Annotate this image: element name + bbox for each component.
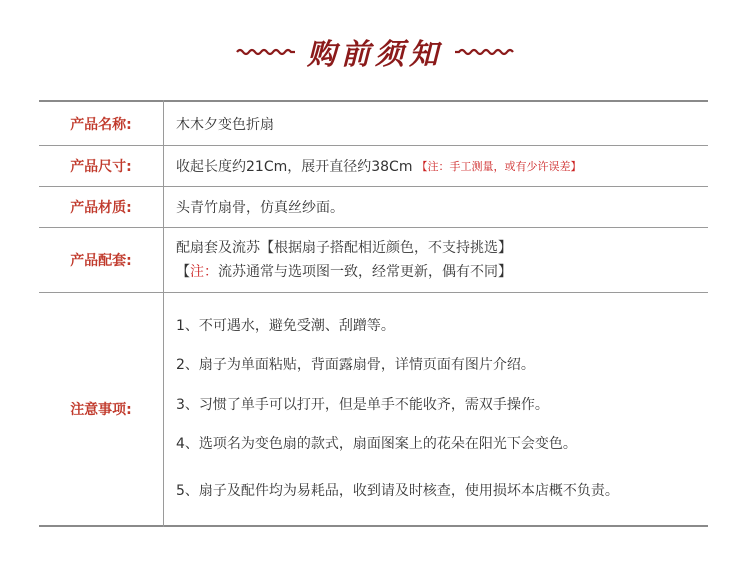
accessories-note-marker: 注： [190, 264, 218, 280]
list-item: 4、选项名为变色扇的款式，扇面图案上的花朵在阳光下会变色。 [176, 436, 577, 452]
right-flourish-icon [453, 47, 515, 57]
table-bottom-border [39, 525, 708, 527]
row-product-accessories [39, 228, 708, 292]
label-product-size: 产品尺寸: [70, 159, 132, 175]
product-name-text: 木木夕变色折扇 [176, 116, 274, 133]
row-precautions [39, 293, 708, 525]
list-item: 5、扇子及配件均为易耗品，收到请及时核查，使用损坏本店概不负责。 [176, 483, 619, 499]
label-precautions: 注意事项: [70, 402, 132, 418]
product-size-note: 【注：手工测量，或有少许误差】 [416, 160, 582, 173]
page-title: 购前须知 [306, 36, 443, 71]
precautions-list [176, 293, 708, 525]
row-product-material [39, 187, 708, 227]
left-flourish-icon [235, 47, 297, 57]
value-product-size [176, 146, 708, 186]
accessories-line-2 [176, 260, 708, 284]
value-product-material [176, 187, 708, 227]
label-product-accessories: 产品配套: [70, 253, 132, 269]
label-product-material: 产品材质: [70, 200, 132, 216]
row-product-size [39, 146, 708, 186]
product-material-text: 头青竹扇骨，仿真丝纱面。 [176, 200, 344, 216]
value-product-accessories [176, 228, 708, 292]
info-table [39, 100, 708, 527]
value-product-name [176, 102, 708, 145]
page-header [0, 30, 750, 74]
label-product-name: 产品名称: [70, 116, 132, 133]
accessories-line-1: 配扇套及流苏【根据扇子搭配相近颜色，不支持挑选】 [176, 240, 512, 256]
product-size-text: 收起长度约21Cm，展开直径约38Cm [176, 159, 413, 175]
accessories-note-text: 流苏通常与选项图一致，经常更新，偶有不同】 [218, 264, 512, 280]
list-item: 3、习惯了单手可以打开，但是单手不能收齐，需双手操作。 [176, 397, 549, 413]
list-item: 1、不可遇水，避免受潮、刮蹭等。 [176, 318, 395, 334]
list-item: 2、扇子为单面粘贴，背面露扇骨，详情页面有图片介绍。 [176, 357, 535, 373]
row-product-name [39, 102, 708, 145]
accessories-bracket-open: 【 [176, 264, 190, 280]
